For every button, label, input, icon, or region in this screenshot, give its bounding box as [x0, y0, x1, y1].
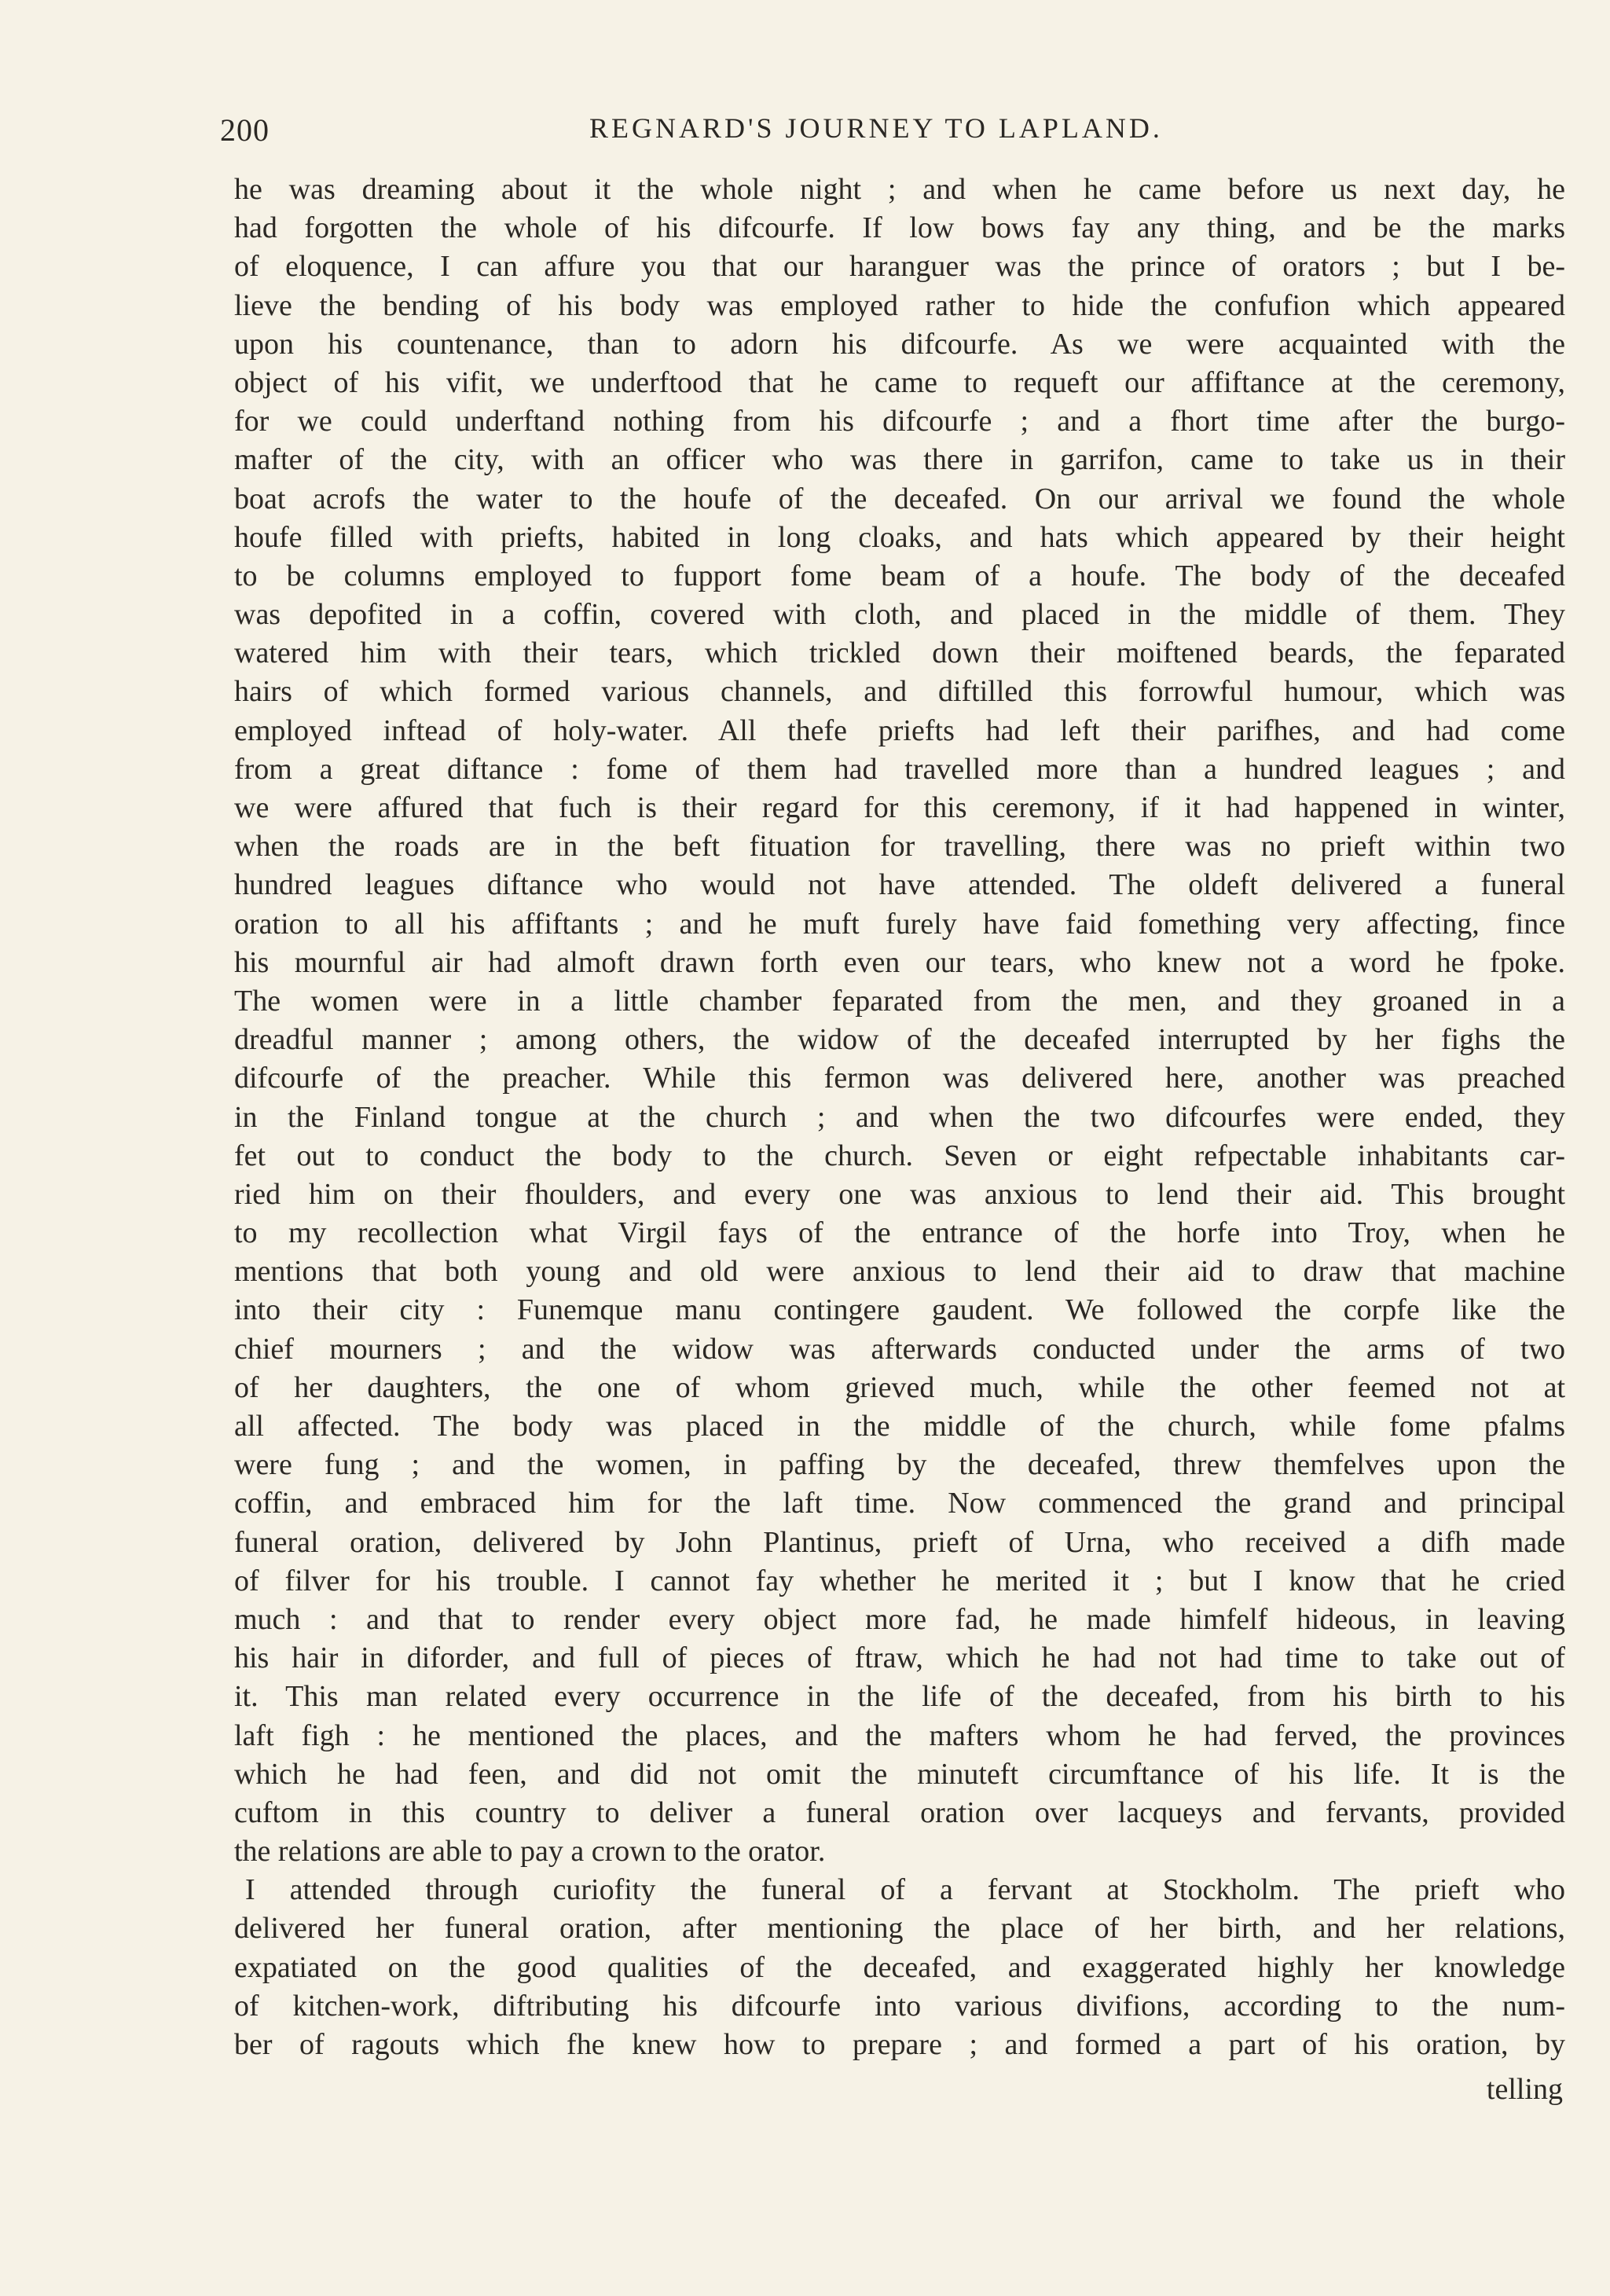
text-line: was depofited in a coffin, covered with cloth, and placed in the middle of them. They — [234, 598, 1565, 632]
running-title: REGNARD'S JOURNEY TO LAPLAND. — [589, 112, 1163, 144]
text-line: employed inftead of holy-water. All thefe priefts had left their parifhes, and had come — [234, 713, 1565, 747]
text-line: boat acrofs the water to the houfe of the deceafed. On our arrival we found the whole — [234, 482, 1565, 515]
text-line: his hair in diforder, and full of pieces of ftraw, which he had not had time to take out of — [234, 1641, 1565, 1675]
text-line: to my recollection what Virgil fays of the entrance of the horfe into Troy, when he — [234, 1216, 1565, 1250]
text-line: were fung ; and the women, in paffing by the deceafed, threw themfelves upon the — [234, 1448, 1565, 1482]
text-line: for we could underftand nothing from his difcourfe ; and a fhort time after the burgo- — [234, 405, 1565, 438]
text-line: The women were in a little chamber feparated from the men, and they groaned in a — [234, 984, 1565, 1018]
text-line: coffin, and embraced him for the laft time. Now commenced the grand and principal — [234, 1487, 1565, 1520]
text-line: upon his countenance, than to adorn his difcourfe. As we were acquainted with the — [234, 327, 1565, 361]
text-line: ber of ragouts which fhe knew how to prepare ; and formed a part of his oration, by — [234, 2028, 1565, 2061]
text-line: his mournful air had almoft drawn forth even our tears, who knew not a word he fpoke. — [234, 945, 1565, 979]
text-line: difcourfe of the preacher. While this fermon was delivered here, another was preached — [234, 1062, 1565, 1095]
text-line: delivered her funeral oration, after mentioning the place of her birth, and her relations, — [234, 1912, 1565, 1946]
page-number: 200 — [220, 112, 270, 148]
text-line: houfe filled with priefts, habited in long cloaks, and hats which appeared by their height — [234, 520, 1565, 554]
text-line: it. This man related every occurrence in the life of the deceafed, from his birth to his — [234, 1680, 1565, 1714]
text-line: funeral oration, delivered by John Plantinus, prieft of Urna, who received a difh made — [234, 1525, 1565, 1559]
text-line: had forgotten the whole of his difcourfe. If low bows fay any thing, and be the marks — [234, 211, 1565, 245]
text-line: he was dreaming about it the whole night ; and when he came before us next day, he — [234, 173, 1565, 206]
text-line: much : and that to render every object more fad, he made himfelf hideous, in leaving — [234, 1602, 1565, 1636]
text-line: mafter of the city, with an officer who was there in garrifon, came to take us in their — [234, 443, 1565, 477]
body-text — [234, 171, 1565, 2064]
text-line: fet out to conduct the body to the church. Seven or eight refpectable inhabitants car- — [234, 1139, 1565, 1172]
text-line: of kitchen-work, diftributing his difcourfe into various divifions, according to the num- — [234, 1989, 1565, 2023]
text-line: of filver for his trouble. I cannot fay whether he merited it ; but I know that he cried — [234, 1564, 1565, 1597]
text-line: when the roads are in the beft fituation for travelling, there was no prieft within two — [234, 830, 1565, 864]
text-line: of her daughters, the one of whom grieved much, while the other feemed not at — [234, 1370, 1565, 1404]
text-line: ried him on their fhoulders, and every one was anxious to lend their aid. This brought — [234, 1177, 1565, 1211]
text-line: object of his vifit, we underftood that he came to requeft our affiftance at the ceremony, — [234, 365, 1565, 399]
text-line: expatiated on the good qualities of the deceafed, and exaggerated highly her knowledge — [234, 1950, 1565, 1984]
text-line: into their city : Funemque manu contingere gaudent. We followed the corpfe like the — [234, 1293, 1565, 1327]
text-line: to be columns employed to fupport fome beam of a houfe. The body of the deceafed — [234, 559, 1565, 592]
page-header — [220, 112, 1571, 151]
text-line: hairs of which formed various channels, and diftilled this forrowful humour, which was — [234, 675, 1565, 709]
text-line: the relations are able to pay a crown to the orator. — [234, 1835, 826, 1869]
text-line: laft figh : he mentioned the places, and the mafters whom he had ferved, the provinces — [234, 1718, 1565, 1752]
text-line: which he had feen, and did not omit the minuteft circumftance of his life. It is the — [234, 1757, 1565, 1791]
text-line: watered him with their tears, which trickled down their moiftened beards, the feparated — [234, 636, 1565, 670]
text-line: lieve the bending of his body was employed rather to hide the confufion which appeared — [234, 288, 1565, 322]
text-line: we were affured that fuch is their regard for this ceremony, if it had happened in winter, — [234, 791, 1565, 824]
catchword: telling — [1486, 2073, 1563, 2106]
text-line: hundred leagues diftance who would not have attended. The oldeft delivered a funeral — [234, 868, 1565, 902]
text-line: cuftom in this country to deliver a funeral oration over lacqueys and fervants, provided — [234, 1795, 1565, 1829]
text-line: all affected. The body was placed in the middle of the church, while fome pfalms — [234, 1410, 1565, 1443]
text-line: from a great diftance : fome of them had travelled more than a hundred leagues ; and — [234, 752, 1565, 786]
text-line: dreadful manner ; among others, the widow of the deceafed interrupted by her fighs the — [234, 1023, 1565, 1057]
text-line: of eloquence, I can affure you that our haranguer was the prince of orators ; but I be- — [234, 250, 1565, 284]
text-line: mentions that both young and old were anxious to lend their aid to draw that machine — [234, 1255, 1565, 1289]
text-line: in the Finland tongue at the church ; and when the two difcourfes were ended, they — [234, 1100, 1565, 1134]
text-line: chief mourners ; and the widow was afterwards conducted under the arms of two — [234, 1332, 1565, 1366]
text-line: oration to all his affiftants ; and he muft furely have faid fomething very affecting, fince — [234, 907, 1565, 941]
text-line: I attended through curiofity the funeral of a fervant at Stockholm. The prieft who — [245, 1873, 1565, 1907]
